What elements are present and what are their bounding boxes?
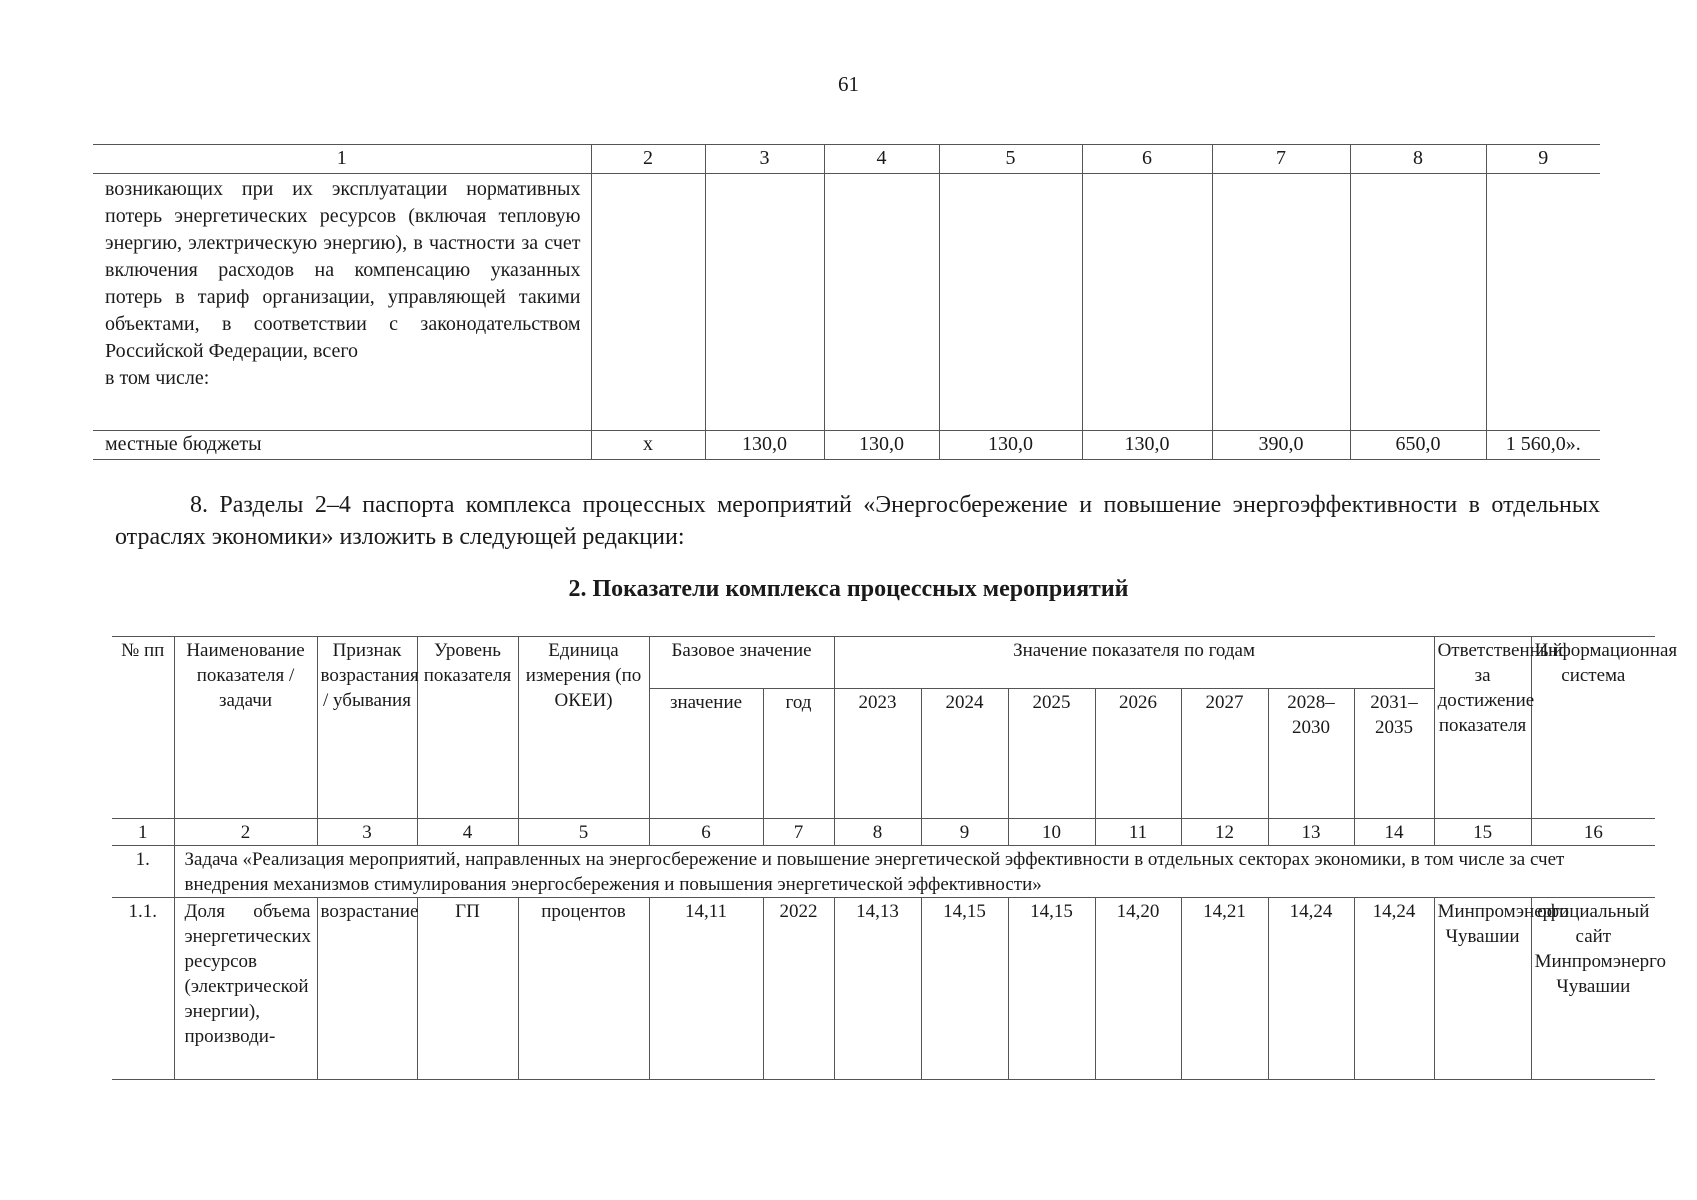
section-title: 2. Показатели комплекса процессных мероприятий bbox=[568, 576, 1129, 602]
budget-cell: 650,0 bbox=[1350, 431, 1486, 460]
header-base-year: год bbox=[763, 689, 834, 819]
indicator-year-value: 14,20 bbox=[1095, 898, 1181, 1080]
header-level: Уровень показателя bbox=[417, 637, 518, 819]
indicator-row bbox=[112, 898, 1655, 1080]
column-number: 3 bbox=[317, 819, 417, 846]
header-name: Наименование показателя / задачи bbox=[174, 637, 317, 819]
indicator-year-value: 14,24 bbox=[1354, 898, 1434, 1080]
indicator-name: Доля объема энергетических ресурсов (электрической энергии), производи- bbox=[174, 898, 317, 1080]
table1-header-cell: 9 bbox=[1486, 145, 1600, 174]
header-responsible: Ответственный за достижение показателя bbox=[1434, 637, 1531, 819]
table1-header-cell: 4 bbox=[824, 145, 939, 174]
table1-description-tail: в том числе: bbox=[105, 367, 210, 389]
header-unit: Единица измерения (по ОКЕИ) bbox=[518, 637, 649, 819]
column-number: 4 bbox=[417, 819, 518, 846]
indicator-base-year: 2022 bbox=[763, 898, 834, 1080]
header-by-years: Значение показателя по годам bbox=[834, 637, 1434, 689]
indicator-info-system: официальный сайт Минпромэнерго Чувашии bbox=[1531, 898, 1655, 1080]
table1-header-cell: 6 bbox=[1082, 145, 1212, 174]
column-number: 10 bbox=[1008, 819, 1095, 846]
indicator-year-value: 14,13 bbox=[834, 898, 921, 1080]
indicator-sign: возрастание bbox=[317, 898, 417, 1080]
budget-cell: 390,0 bbox=[1212, 431, 1350, 460]
indicator-level: ГП bbox=[417, 898, 518, 1080]
column-number: 6 bbox=[649, 819, 763, 846]
table1-header-cell: 1 bbox=[93, 145, 591, 174]
budget-cell: 130,0 bbox=[1082, 431, 1212, 460]
table1-budget-row bbox=[93, 431, 1600, 460]
budget-cell: 130,0 bbox=[939, 431, 1082, 460]
column-number: 9 bbox=[921, 819, 1008, 846]
budget-label: местные бюджеты bbox=[93, 431, 591, 460]
column-number: 13 bbox=[1268, 819, 1354, 846]
indicator-number: 1.1. bbox=[112, 898, 174, 1080]
table1-header-cell: 7 bbox=[1212, 145, 1350, 174]
indicator-year-value: 14,15 bbox=[921, 898, 1008, 1080]
column-number: 1 bbox=[112, 819, 174, 846]
table1-description-text: возникающих при их эксплуатации нормативных потерь энергетических ресурсов (включая тепловую энергию, электрическую энергию), в частности за счет включения расходов на компенсацию указанных потерь в тариф организации, управляющей такими объектами, в соответствии с законодательством Российской Федерации, всего bbox=[105, 178, 581, 362]
task-text: Задача «Реализация мероприятий, направленных на энергосбережение и повышение энергетической эффективности в отдельных секторах экономики, в том числе за счет внедрения механизмов стимулирования энергосбережения и повышения энергетической эффективности» bbox=[174, 846, 1655, 898]
table2-column-numbers-row bbox=[112, 819, 1655, 846]
column-number: 15 bbox=[1434, 819, 1531, 846]
column-number: 11 bbox=[1095, 819, 1181, 846]
budget-cell: х bbox=[591, 431, 705, 460]
indicator-year-value: 14,21 bbox=[1181, 898, 1268, 1080]
header-year: 2026 bbox=[1095, 689, 1181, 819]
column-number: 7 bbox=[763, 819, 834, 846]
header-info-system: Информационная система bbox=[1531, 637, 1655, 819]
indicator-unit: процентов bbox=[518, 898, 649, 1080]
task-row bbox=[112, 846, 1655, 898]
table-continuation bbox=[93, 144, 1600, 460]
column-number: 16 bbox=[1531, 819, 1655, 846]
column-number: 2 bbox=[174, 819, 317, 846]
header-year: 2024 bbox=[921, 689, 1008, 819]
header-year: 2028–2030 bbox=[1268, 689, 1354, 819]
indicator-responsible: Минпромэнерго Чувашии bbox=[1434, 898, 1531, 1080]
header-sign: Признак возрастания / убывания bbox=[317, 637, 417, 819]
header-year: 2027 bbox=[1181, 689, 1268, 819]
header-year: 2023 bbox=[834, 689, 921, 819]
budget-cell: 130,0 bbox=[705, 431, 824, 460]
budget-cell: 1 560,0». bbox=[1486, 431, 1600, 460]
table1-header-cell: 8 bbox=[1350, 145, 1486, 174]
table1-header-cell: 2 bbox=[591, 145, 705, 174]
header-base: Базовое значение bbox=[649, 637, 834, 689]
table1-header-row bbox=[93, 145, 1600, 174]
indicator-base-value: 14,11 bbox=[649, 898, 763, 1080]
indicators-table bbox=[112, 636, 1678, 1080]
page-number: 61 bbox=[838, 72, 859, 96]
column-number: 14 bbox=[1354, 819, 1434, 846]
indicator-year-value: 14,15 bbox=[1008, 898, 1095, 1080]
table1-description-row bbox=[93, 174, 1600, 431]
budget-cell: 130,0 bbox=[824, 431, 939, 460]
header-no: № пп bbox=[121, 640, 165, 661]
column-number: 5 bbox=[518, 819, 649, 846]
header-base-value: значение bbox=[649, 689, 763, 819]
column-number: 8 bbox=[834, 819, 921, 846]
task-number: 1. bbox=[112, 846, 174, 898]
header-year: 2031–2035 bbox=[1354, 689, 1434, 819]
table1-header-cell: 5 bbox=[939, 145, 1082, 174]
table1-description-cell bbox=[93, 174, 591, 431]
table2-header-row bbox=[112, 637, 1655, 689]
indicator-year-value: 14,24 bbox=[1268, 898, 1354, 1080]
amendment-paragraph: 8. Разделы 2–4 паспорта комплекса процессных мероприятий «Энергосбережение и повышение энергоэффективности в отдельных отраслях экономики» изложить в следующей редакции: bbox=[115, 492, 1600, 550]
header-year: 2025 bbox=[1008, 689, 1095, 819]
column-number: 12 bbox=[1181, 819, 1268, 846]
table1-header-cell: 3 bbox=[705, 145, 824, 174]
